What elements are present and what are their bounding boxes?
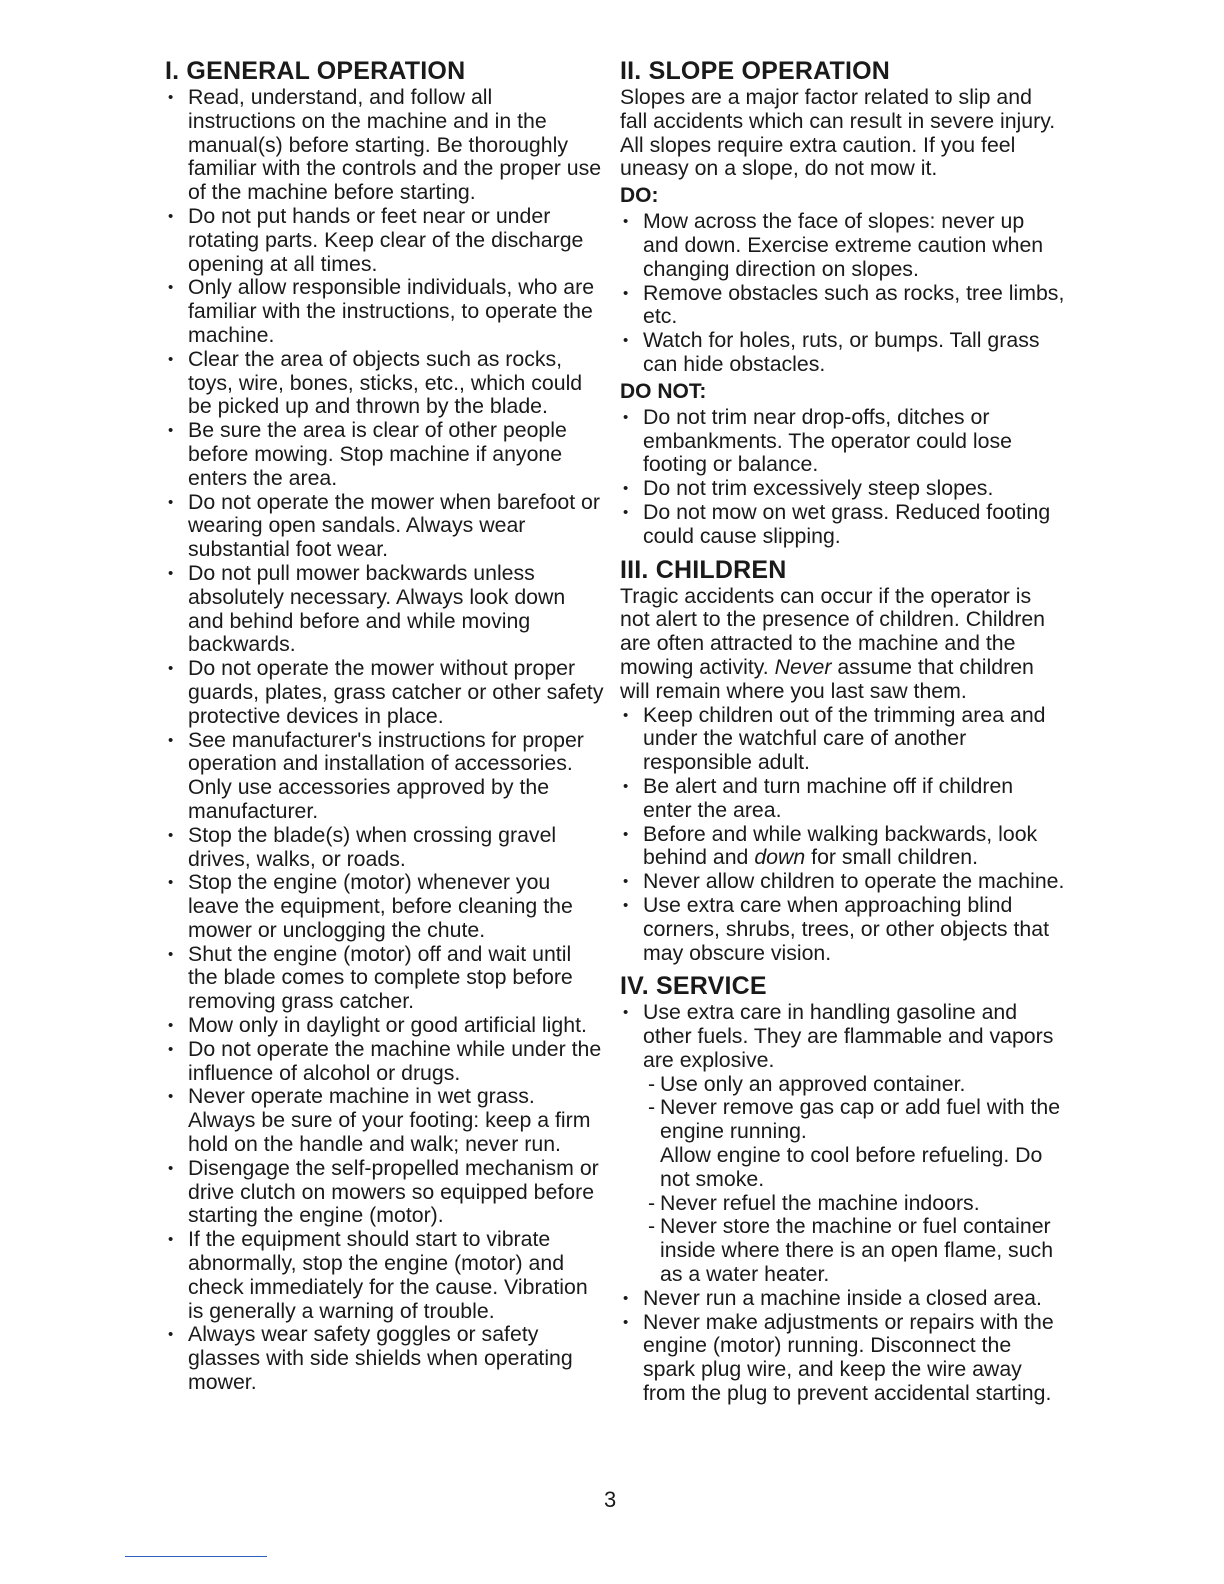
fuel-sublist-2 [643,1192,1065,1287]
service-heading: IV. SERVICE [620,972,767,1001]
list-item: • Watch for holes, ruts, or bumps. Tall grass can hide obstacles. [620,329,1065,377]
list-item: • Stop the blade(s) when crossing gravel drives, walks, or roads. [165,824,605,872]
sub-list-item: - Never remove gas cap or add fuel with the engine running. [643,1096,1065,1144]
list-item: • Always wear safety goggles or safety glasses with side shields when operating mower. [165,1323,605,1394]
list-item: • Do not put hands or feet near or under rotating parts. Keep clear of the discharge opening at all times. [165,205,605,276]
list-item: • Never make adjustments or repairs with the engine (motor) running. Disconnect the spark plug wire, and keep the wire away from the plug to prevent accidental starting. [620,1311,1065,1406]
footer-rule [125,1556,267,1557]
service-list [620,1001,1065,1406]
list-item: • Be sure the area is clear of other people before mowing. Stop machine if anyone enters the area. [165,419,605,490]
list-item: • Use extra care when approaching blind corners, shrubs, trees, or other objects that may obscure vision. [620,894,1065,965]
list-item: • Before and while walking backwards, look behind and down for small children. [620,823,1065,871]
list-item: • Clear the area of objects such as rocks, toys, wire, bones, sticks, etc., which could be picked up and thrown by the blade. [165,348,605,419]
list-item: • Do not operate the mower without proper guards, plates, grass catcher or other safety protective devices in place. [165,657,605,728]
slope-intro: Slopes are a major factor related to slip and fall accidents which can result in severe injury. All slopes require extra caution. If you feel uneasy on a slope, do not mow it. [620,85,1056,181]
sub-list-item: - Never store the machine or fuel container inside where there is an open flame, such as a water heater. [643,1215,1065,1286]
refuel-note: Allow engine to cool before refueling. Do not smoke. [660,1143,1043,1191]
list-item: • Only allow responsible individuals, who are familiar with the instructions, to operate the machine. [165,276,605,347]
page-number: 3 [604,1487,617,1512]
list-item: • Do not operate the machine while under the influence of alcohol or drugs. [165,1038,605,1086]
list-item: • Mow only in daylight or good artificial light. [165,1014,605,1038]
list-item: • Do not mow on wet grass. Reduced footing could cause slipping. [620,501,1065,549]
list-item: • Stop the engine (motor) whenever you leave the equipment, before cleaning the mower or unclogging the chute. [165,871,605,942]
list-item: • Do not trim near drop-offs, ditches or embankments. The operator could lose footing or balance. [620,406,1065,477]
list-item: • Shut the engine (motor) off and wait until the blade comes to complete stop before removing grass catcher. [165,943,605,1014]
children-heading: III. CHILDREN [620,555,787,584]
general-operation-heading: I. GENERAL OPERATION [165,57,466,85]
list-item: • Use extra care in handling gasoline and other fuels. They are flammable and vapors are explosive. - Use only an approved container. - Never remove gas cap or add fuel with the engine running. Allow engine to cool before refueling. Do not smoke. - Never refuel the machine indoors. - Never store the machine or fuel container inside where there is an open flame, such as a water heater. [620,1001,1065,1287]
list-item: • Never operate machine in wet grass. Always be sure of your footing: keep a firm hold on the handle and walk; never run. [165,1085,605,1156]
do-list [620,210,1065,377]
general-operation-list [165,86,605,1395]
list-item: • Read, understand, and follow all instructions on the machine and in the manual(s) before starting. Be thoroughly familiar with the controls and the proper use of the machine before starting. [165,86,605,205]
fuel-sublist [643,1073,1065,1144]
children-list [620,704,1065,966]
list-item: • See manufacturer's instructions for proper operation and installation of accessories. Only use accessories approved by the manufacturer. [165,729,605,824]
list-item: • Keep children out of the trimming area and under the watchful care of another responsible adult. [620,704,1065,775]
list-item: • If the equipment should start to vibrate abnormally, stop the engine (motor) and check immediately for the cause. Vibration is generally a warning of trouble. [165,1228,605,1323]
left-column [165,56,605,1395]
list-item: • Never allow children to operate the machine. [620,870,1065,894]
children-intro: Tragic accidents can occur if the operator is not alert to the presence of children. Children are often attracted to the machine and the mowing activity. Never assume that children will remain where you last saw them. [620,583,1046,703]
right-column [620,56,1065,1406]
list-item: • Do not pull mower backwards unless absolutely necessary. Always look down and behind before and while moving backwards. [165,562,605,657]
list-item: • Do not trim excessively steep slopes. [620,477,1065,501]
do-not-list [620,406,1065,549]
sub-list-item: - Use only an approved container. [643,1073,1065,1097]
list-item: • Do not operate the mower when barefoot or wearing open sandals. Always wear substantial foot wear. [165,491,605,562]
list-item: • Be alert and turn machine off if children enter the area. [620,775,1065,823]
do-heading: DO: [620,184,659,208]
list-item: • Mow across the face of slopes: never up and down. Exercise extreme caution when changing direction on slopes. [620,210,1065,281]
list-item: • Disengage the self-propelled mechanism or drive clutch on mowers so equipped before starting the engine (motor). [165,1157,605,1228]
slope-operation-heading: II. SLOPE OPERATION [620,57,891,85]
list-item: • Never run a machine inside a closed area. [620,1287,1065,1311]
list-item: • Remove obstacles such as rocks, tree limbs, etc. [620,282,1065,330]
sub-list-item: - Never refuel the machine indoors. [643,1192,1065,1216]
do-not-heading: DO NOT: [620,379,707,403]
